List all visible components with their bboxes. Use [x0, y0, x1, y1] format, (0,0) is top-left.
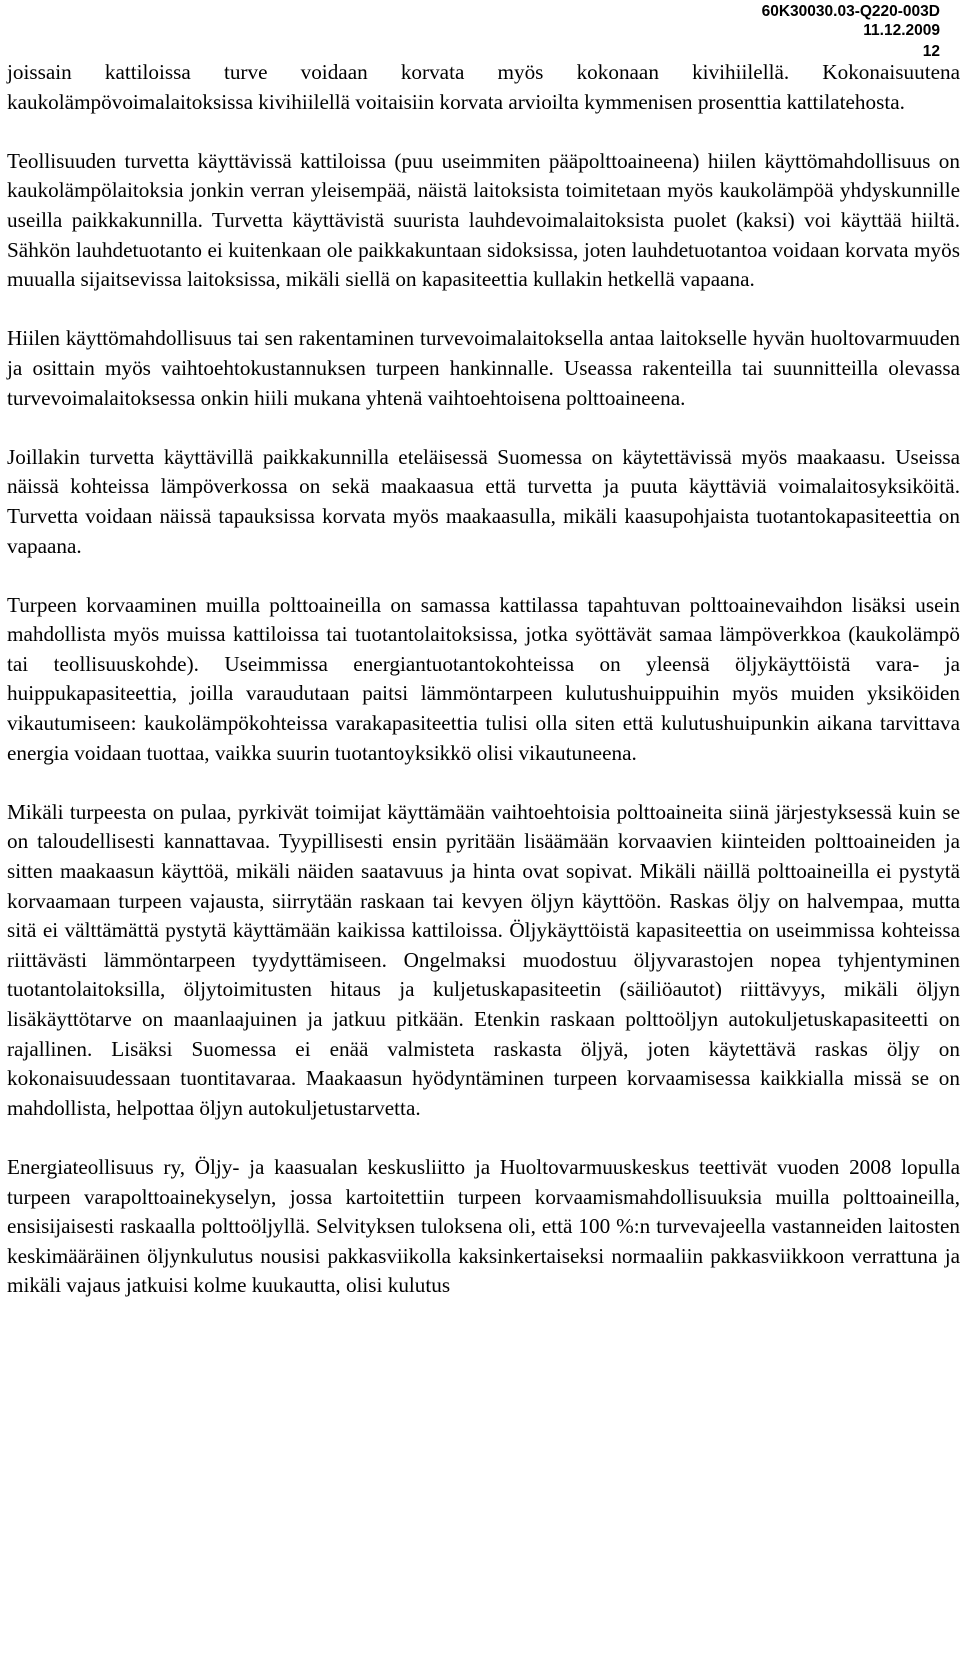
paragraph: Turpeen korvaaminen muilla polttoaineilla on samassa kattilassa tapahtuvan polttoainevaihdon lisäksi usein mahdollista myös muissa kattiloissa tai tuotantolaitoksissa, jotka syöttävät samaa lämpöverkkoa (kaukolämpö tai teollisuuskohde). Useimmissa energiantuotantokohteissa on yleensä öljykäyttöistä vara- ja huippukapasiteettia, joilla varaudutaan paitsi lämmöntarpeen kulutushuippuihin myös muiden yksiköiden vikautumiseen: kaukolämpökohteissa varakapasiteettia tulisi olla siten että kulutushuipunkin aikana tarvittava energia voidaan tuottaa, vaikka suurin tuotantoyksikkö olisi vikautuneena. — [7, 592, 960, 765]
page-header — [762, 2, 940, 61]
paragraph: Energiateollisuus ry, Öljy- ja kaasualan keskusliitto ja Huoltovarmuuskeskus teettivät vuoden 2008 lopulla turpeen varapolttoainekyselyn, jossa kartoitettiin turpeen korvaamismahdollisuuksia muilla polttoaineilla, ensisijaisesti raskaalla polttoöljyllä. Selvityksen tuloksena oli, että 100 %:n turvevajeella vastanneiden laitosten keskimääräinen öljynkulutus nousisi pakkasviikolla kaksinkertaiseksi normaaliin pakkasviikkoon verrattuna ja mikäli vajaus jatkuisi kolme kuukautta, olisi kulutus — [7, 1154, 960, 1298]
paragraph: Teollisuuden turvetta käyttävissä kattiloissa (puu useimmiten pääpolttoaineena) hiilen käyttömahdollisuus on kaukolämpölaitoksia jonkin verran yleisempää, näistä laitoksista toimitetaan myös kaukolämpöä yhdyskunnille useilla paikkakunnilla. Turvetta käyttävistä suurista lauhdevoimalaitoksista puolet (kaksi) voi käyttää hiiltä. Sähkön lauhdetuotanto ei kuitenkaan ole paikkakuntaan sidoksissa, joten lauhdetuotantoa voidaan korvata myös muualla sijaitsevissa laitoksissa, mikäli siellä on kapasiteettia kullakin hetkellä vapaana. — [7, 148, 960, 292]
paragraph: Hiilen käyttömahdollisuus tai sen rakentaminen turvevoimalaitoksella antaa laitokselle hyvän huoltovarmuuden ja osittain myös vaihtoehtokustannuksen turpeen hankinnalle. Useassa rakenteilla tai suunnitteilla olevassa turvevoimalaitoksessa onkin hiili mukana yhtenä vaihtoehtoisena polttoaineena. — [7, 326, 960, 410]
document-body — [7, 58, 960, 1301]
paragraph: Joillakin turvetta käyttävillä paikkakunnilla eteläisessä Suomessa on käytettävissä myös maakaasu. Useissa näissä kohteissa lämpöverkossa on sekä maakaasua että turvetta ja puuta käyttäviä voimalaitosyksiköitä. Turvetta voidaan näissä tapauksissa korvata myös maakaasulla, mikäli kaasupohjaista tuotantokapasiteettia on vapaana. — [7, 444, 960, 558]
paragraph: Mikäli turpeesta on pulaa, pyrkivät toimijat käyttämään vaihtoehtoisia polttoaineita siinä järjestyksessä kuin se on taloudellisesti kannattavaa. Tyypillisesti ensin pyritään lisäämään korvaavien kiinteiden polttoaineiden ja sitten maakaasun käyttöä, mikäli näiden saatavuus ja hinta ovat sopivat. Mikäli näillä polttoaineilla ei pystytä korvaamaan turpeen vajausta, siirrytään raskaan tai kevyen öljyn käyttöön. Raskas öljy on halvempaa, mutta sitä ei välttämättä pystytä käyttämään kaikissa kattiloissa. Öljykäyttöistä kapasiteettia on useimmissa kohteissa riittävästi lämmöntarpeen tyydyttämiseen. Ongelmaksi muodostuu öljyvarastojen nopea tyhjentyminen tuotantolaitoksilla, öljytoimitusten hitaus ja kuljetuskapasiteetin (säiliöautot) riittävyys, mikäli öljyn lisäkäyttötarve on maanlaajuinen ja jatkuu pitkään. Etenkin raskaan polttoöljyn autokuljetuskapasiteetti on rajallinen. Lisäksi Suomessa ei enää valmisteta raskasta öljyä, joten käytettävä raskas öljy on kokonaisuudessaan tuontitavaraa. Maakaasun hyödyntäminen turpeen korvaamisessa kaikkialla missä se on mahdollista, helpottaa öljyn autokuljetustarvetta. — [7, 799, 960, 1120]
document-date: 11.12.2009 — [863, 22, 940, 39]
document-id: 60K30030.03-Q220-003D — [761, 3, 940, 20]
paragraph: joissain kattiloissa turve voidaan korvata myös kokonaan kivihiilellä. Kokonaisuutena kaukolämpövoimalaitoksissa kivihiilellä voitaisiin korvata arvioilta kymmenisen prosenttia kattilatehosta. — [7, 60, 960, 114]
page-number: 12 — [922, 43, 940, 60]
